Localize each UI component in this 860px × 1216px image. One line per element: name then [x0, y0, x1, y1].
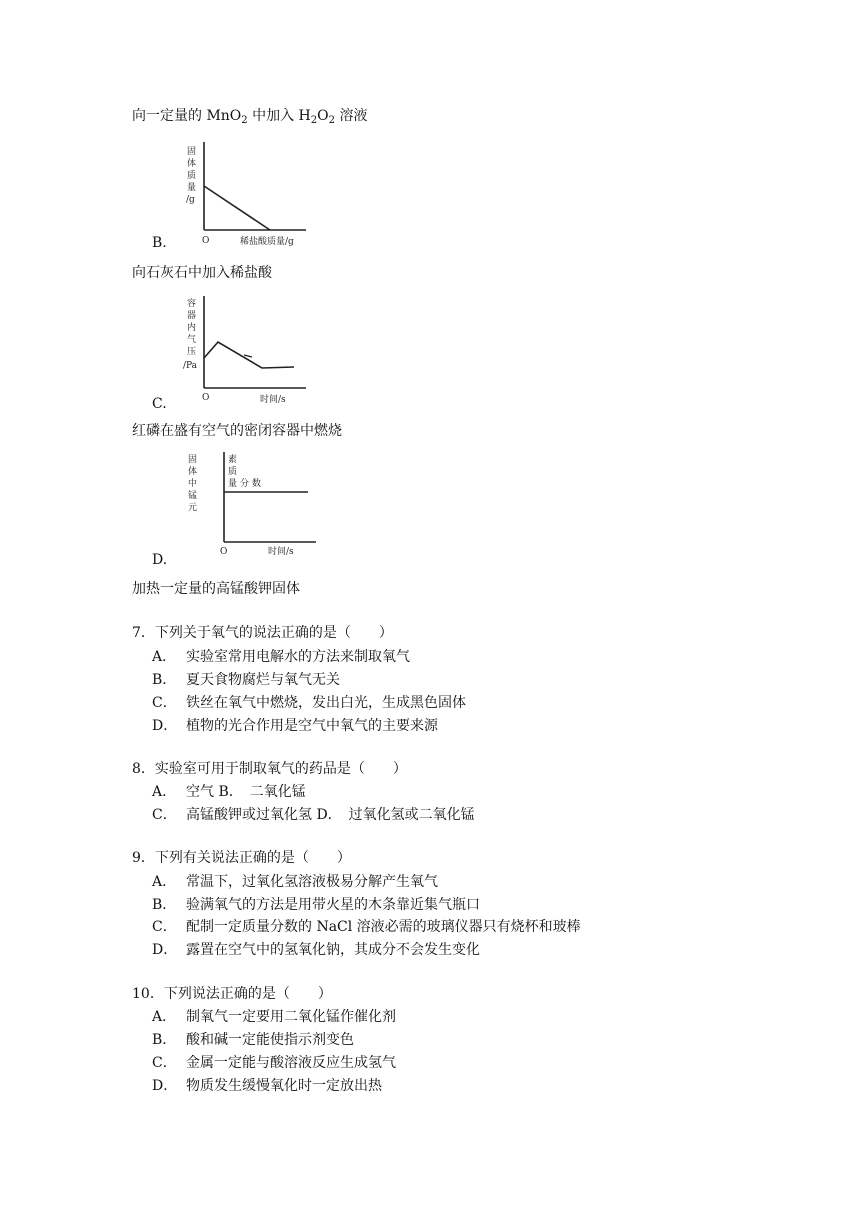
question-10-option-b: B． 酸和碱一定能使指示剂变色: [152, 1032, 354, 1048]
graph-d-ylabel-b1: 素: [228, 455, 238, 465]
question-10-option-d: D． 物质发生缓慢氧化时一定放出热: [152, 1078, 382, 1094]
graph-b-ylabel-5: /g: [186, 195, 195, 205]
question-7-option-c: C． 铁丝在氧气中燃烧，发出白光，生成黑色固体: [152, 695, 466, 711]
graph-d-ylabel-b3: 量: [228, 479, 238, 489]
graph-d: [182, 448, 322, 564]
question-9-option-a: A． 常温下，过氧化氢溶液极易分解产生氧气: [152, 874, 438, 890]
option-c-letter: C.: [152, 396, 167, 412]
question-7-option-a: A． 实验室常用电解水的方法来制取氧气: [152, 649, 410, 665]
question-8-option-cd: C． 高锰酸钾或过氧化氢 D． 过氧化氢或二氧化锰: [152, 807, 475, 823]
question-9-option-c: C． 配制一定质量分数的 NaCl 溶液必需的玻璃仪器只有烧杯和玻棒: [152, 919, 581, 935]
caption-c: 红磷在盛有空气的密闭容器中燃烧: [132, 423, 342, 439]
question-9-option-b: B． 验满氧气的方法是用带火星的木条靠近集气瓶口: [152, 897, 480, 913]
graph-c-ylabel-4: 气: [187, 335, 197, 345]
question-8-stem: 8．实验室可用于制取氧气的药品是（ ）: [132, 761, 407, 777]
question-7-option-d: D． 植物的光合作用是空气中氧气的主要来源: [152, 718, 438, 734]
graph-b-ylabel-2: 体: [187, 159, 197, 169]
graph-d-ylabel-a1: 固: [188, 455, 198, 465]
question-9-stem: 9．下列有关说法正确的是（ ）: [132, 850, 351, 866]
graph-b-ylabel-3: 质: [187, 171, 197, 181]
option-d-letter: D.: [152, 552, 168, 568]
graph-d-ylabel-a4: 锰: [188, 491, 198, 501]
graph-d-ylabel-b4: 分: [240, 479, 250, 489]
graph-d-ylabel-b5: 数: [252, 479, 262, 489]
caption-d: 加热一定量的高锰酸钾固体: [132, 581, 300, 597]
graph-d-ylabel-a3: 中: [188, 479, 198, 489]
graph-c-curve: [204, 342, 294, 368]
question-10-option-c: C． 金属一定能与酸溶液反应生成氢气: [152, 1055, 396, 1071]
graph-c-xlabel: 时间/s: [260, 395, 286, 405]
graph-c-ylabel-3: 内: [187, 323, 197, 333]
graph-b-ylabel-4: 量: [187, 183, 197, 193]
graph-b-ylabel-1: 固: [187, 147, 197, 157]
graph-d-ylabel-a2: 体: [188, 467, 198, 477]
graph-b-xlabel: 稀盐酸质量/g: [240, 237, 294, 247]
option-b-letter: B.: [152, 235, 167, 251]
question-10-stem: 10．下列说法正确的是（ ）: [132, 986, 332, 1002]
graph-d-ylabel-a5: 元: [188, 503, 198, 513]
graph-d-origin: O: [220, 547, 228, 557]
graph-b-origin: O: [202, 236, 210, 246]
question-8-option-ab: A． 空气 B． 二氧化锰: [152, 784, 306, 800]
graph-c-ylabel-5: 压: [187, 347, 197, 357]
question-9-option-d: D． 露置在空气中的氢氧化钠，其成分不会发生变化: [152, 942, 480, 958]
graph-c-ylabel-1: 容: [187, 299, 197, 309]
graph-c-ylabel-2: 器: [187, 311, 197, 321]
graph-c-origin: O: [202, 393, 210, 403]
graph-b: [182, 138, 312, 250]
question-7-option-b: B． 夏天食物腐烂与氧气无关: [152, 672, 340, 688]
graph-d-ylabel-b2: 质: [228, 467, 238, 477]
graph-b-curve: [204, 186, 270, 230]
question-7-stem: 7．下列关于氧气的说法正确的是（ ）: [132, 625, 393, 641]
graph-c-ylabel-6: /Pa: [183, 361, 198, 371]
graph-c: [182, 292, 312, 410]
question-10-option-a: A． 制氧气一定要用二氧化锰作催化剂: [152, 1009, 396, 1025]
caption-a: 向一定量的 MnO$_2$ 中加入 $H_2O_2$ 溶液: [132, 108, 368, 126]
graph-d-xlabel: 时间/s: [268, 547, 294, 557]
caption-b: 向石灰石中加入稀盐酸: [132, 265, 272, 281]
